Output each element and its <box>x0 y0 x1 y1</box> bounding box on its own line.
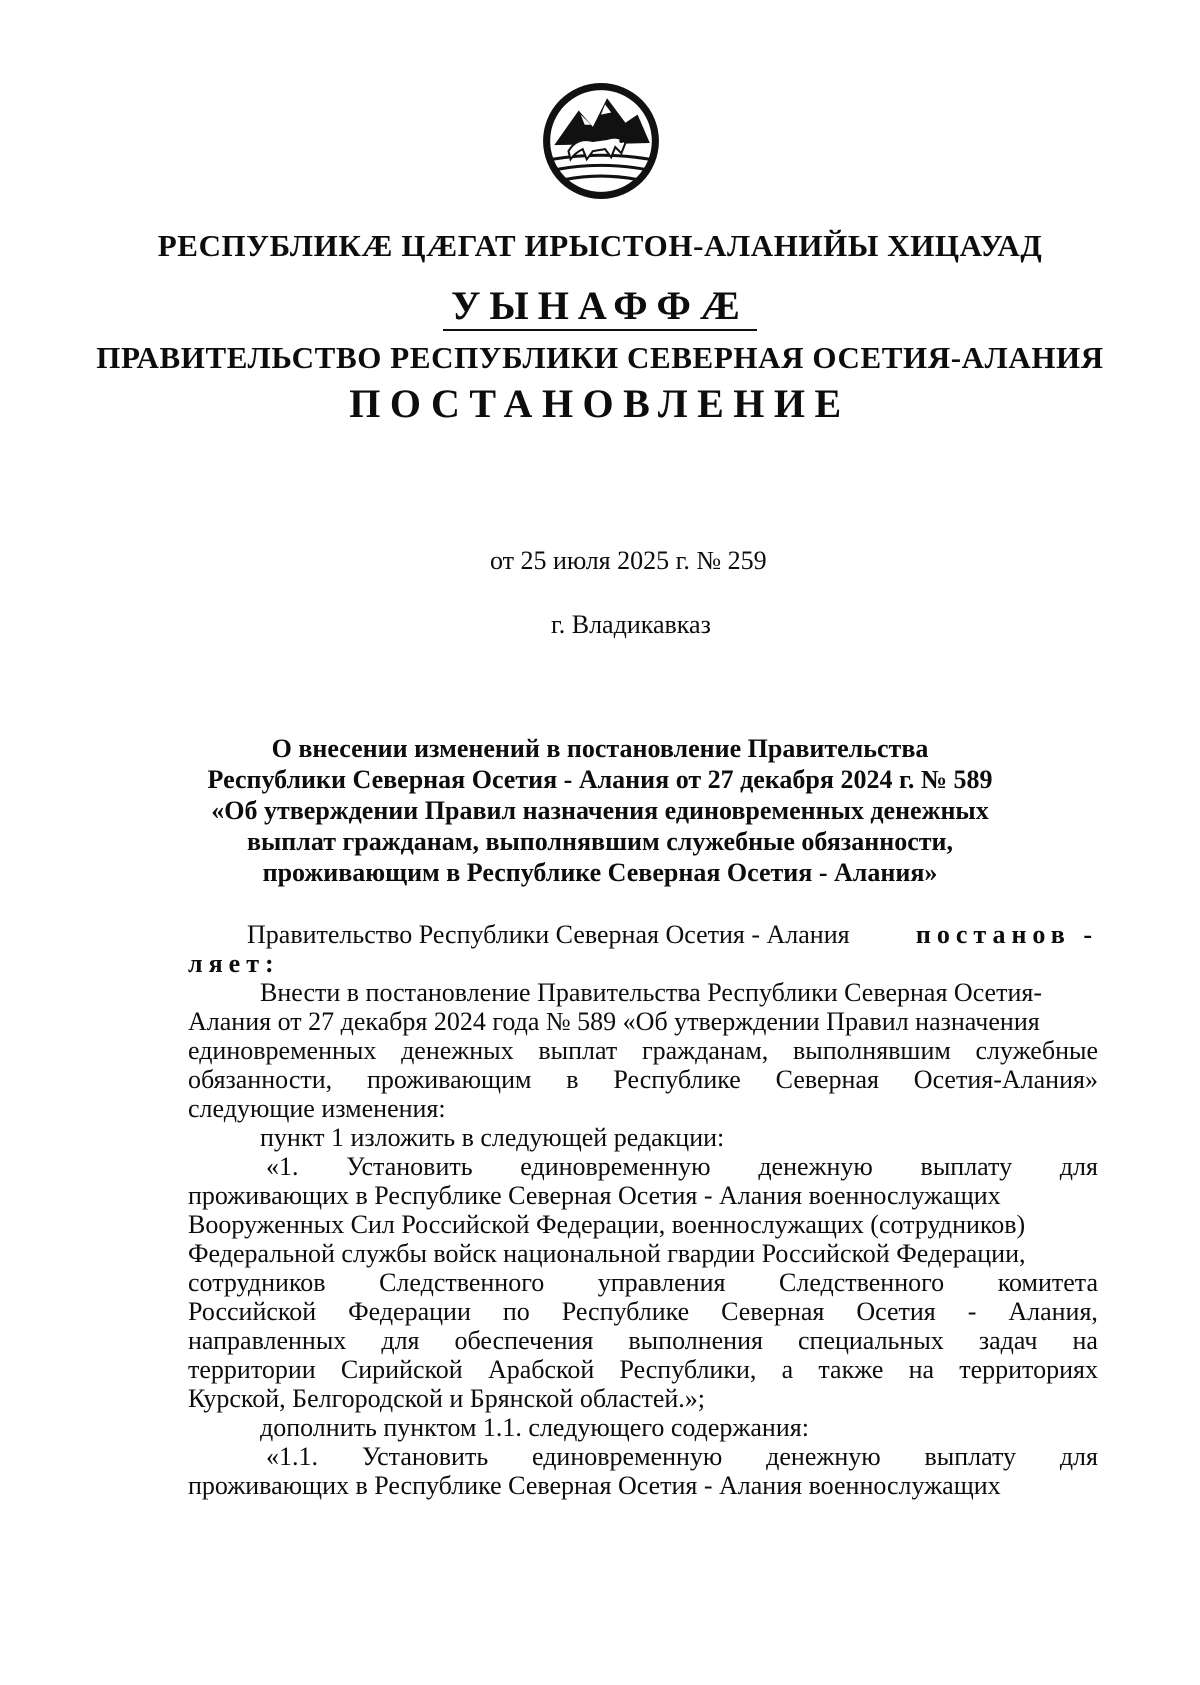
paragraph-line <box>188 1036 1098 1065</box>
paragraph-line: Внести в постановление Правительства Республики Северная Осетия- <box>260 978 1042 1007</box>
word: Российской <box>188 1297 317 1326</box>
word: по <box>502 1297 530 1326</box>
word: проживающим <box>367 1065 532 1094</box>
word: Следственного <box>379 1268 545 1297</box>
preamble-decree-word-end: ляет: <box>188 949 280 978</box>
word: Республике <box>561 1297 690 1326</box>
preamble-text: Правительство Республики Северная Осетия - Алания <box>247 920 850 949</box>
word: Сирийской <box>340 1355 463 1384</box>
word: в <box>566 1065 579 1094</box>
document-city: г. Владикавказ <box>551 610 711 639</box>
title-line: проживающим в Республике Северная Осетия - Алания» <box>262 858 938 887</box>
title-line: О внесении изменений в постановление Правительства <box>271 734 929 763</box>
word: Установить <box>361 1442 489 1471</box>
header-divider <box>443 329 757 331</box>
preamble-decree-word: постанов - <box>915 920 1098 949</box>
quote-line <box>188 1152 1098 1181</box>
ossetian-document-type: УЫНАФФÆ <box>451 283 749 328</box>
paragraph-line: пункт 1 изложить в следующей редакции: <box>260 1123 725 1152</box>
quote-line <box>188 1297 1098 1326</box>
word: также <box>818 1355 884 1384</box>
quote-line: Вооруженных Сил Российской Федерации, военнослужащих (сотрудников) <box>188 1210 1026 1239</box>
quote-line: проживающих в Республике Северная Осетия - Алания военнослужащих <box>188 1471 1001 1500</box>
word: Республике <box>613 1065 741 1094</box>
word: денежных <box>401 1036 514 1065</box>
paragraph-line: дополнить пунктом 1.1. следующего содержания: <box>260 1413 809 1442</box>
word: - <box>967 1297 977 1326</box>
word: а <box>781 1355 794 1384</box>
title-line: выплат гражданам, выполнявшим служебные обязанности, <box>246 827 954 856</box>
word: выплату <box>924 1442 1017 1471</box>
word: служебные <box>975 1036 1098 1065</box>
word: для <box>1059 1152 1098 1181</box>
word: Осетия-Алания» <box>913 1065 1098 1094</box>
title-line: Республики Северная Осетия - Алания от 27 декабря 2024 г. № 589 <box>207 765 993 794</box>
document-date-number: от 25 июля 2025 г. № 259 <box>490 546 767 575</box>
word: денежную <box>758 1152 873 1181</box>
paragraph-line: следующие изменения: <box>188 1094 446 1123</box>
quote-line <box>188 1442 1098 1471</box>
word: Северная <box>775 1065 879 1094</box>
word: «1.1. <box>266 1442 318 1471</box>
word: выполнявшим <box>792 1036 951 1065</box>
word: Осетия <box>856 1297 936 1326</box>
word: Федерации <box>348 1297 471 1326</box>
paragraph-line <box>188 1065 1098 1094</box>
ossetian-government-title: РЕСПУБЛИКÆ ЦÆГАТ ИРЫСТОН-АЛАНИЙЫ ХИЦАУАД <box>157 228 1043 263</box>
word: единовременную <box>532 1442 723 1471</box>
word: Арабской <box>487 1355 595 1384</box>
title-line: «Об утверждении Правил назначения единовременных денежных <box>211 796 989 825</box>
word: выполнения <box>628 1326 763 1355</box>
word: Республики, <box>619 1355 757 1384</box>
word: обеспечения <box>454 1326 594 1355</box>
paragraph-line: Алания от 27 декабря 2024 года № 589 «Об утверждении Правил назначения <box>188 1007 1040 1036</box>
word: территориях <box>959 1355 1098 1384</box>
word: для <box>1059 1442 1098 1471</box>
word: управления <box>597 1268 726 1297</box>
quote-line <box>188 1268 1098 1297</box>
word: Северная <box>721 1297 825 1326</box>
word: Установить <box>346 1152 473 1181</box>
word: на <box>1072 1326 1098 1355</box>
word: комитета <box>997 1268 1098 1297</box>
word: выплату <box>920 1152 1013 1181</box>
word: территории <box>188 1355 316 1384</box>
word: на <box>908 1355 935 1384</box>
word: Алания, <box>1008 1297 1098 1326</box>
word: Следственного <box>779 1268 945 1297</box>
word: денежную <box>766 1442 881 1471</box>
coat-of-arms-icon <box>540 80 662 202</box>
word: задач <box>978 1326 1038 1355</box>
document-title <box>100 733 1100 888</box>
word: гражданам, <box>641 1036 769 1065</box>
word: направленных <box>188 1326 347 1355</box>
quote-line: Курской, Белгородской и Брянской областей.»; <box>188 1384 706 1413</box>
word: специальных <box>797 1326 944 1355</box>
quote-line <box>188 1326 1098 1355</box>
quote-line <box>188 1355 1098 1384</box>
quote-line: Федеральной службы войск национальной гвардии Российской Федерации, <box>188 1239 1026 1268</box>
preamble-line <box>188 920 1098 949</box>
document-body <box>188 920 1098 1500</box>
word: обязанности, <box>188 1065 333 1094</box>
word: «1. <box>266 1152 299 1181</box>
word: единовременных <box>188 1036 377 1065</box>
russian-document-type: ПОСТАНОВЛЕНИЕ <box>349 381 851 426</box>
word: для <box>381 1326 420 1355</box>
word: сотрудников <box>188 1268 326 1297</box>
quote-line: проживающих в Республике Северная Осетия - Алания военнослужащих <box>188 1181 1001 1210</box>
word: единовременную <box>520 1152 711 1181</box>
preamble-continuation <box>188 949 1098 978</box>
word: выплат <box>538 1036 618 1065</box>
russian-government-title: ПРАВИТЕЛЬСТВО РЕСПУБЛИКИ СЕВЕРНАЯ ОСЕТИЯ-АЛАНИЯ <box>96 340 1104 375</box>
